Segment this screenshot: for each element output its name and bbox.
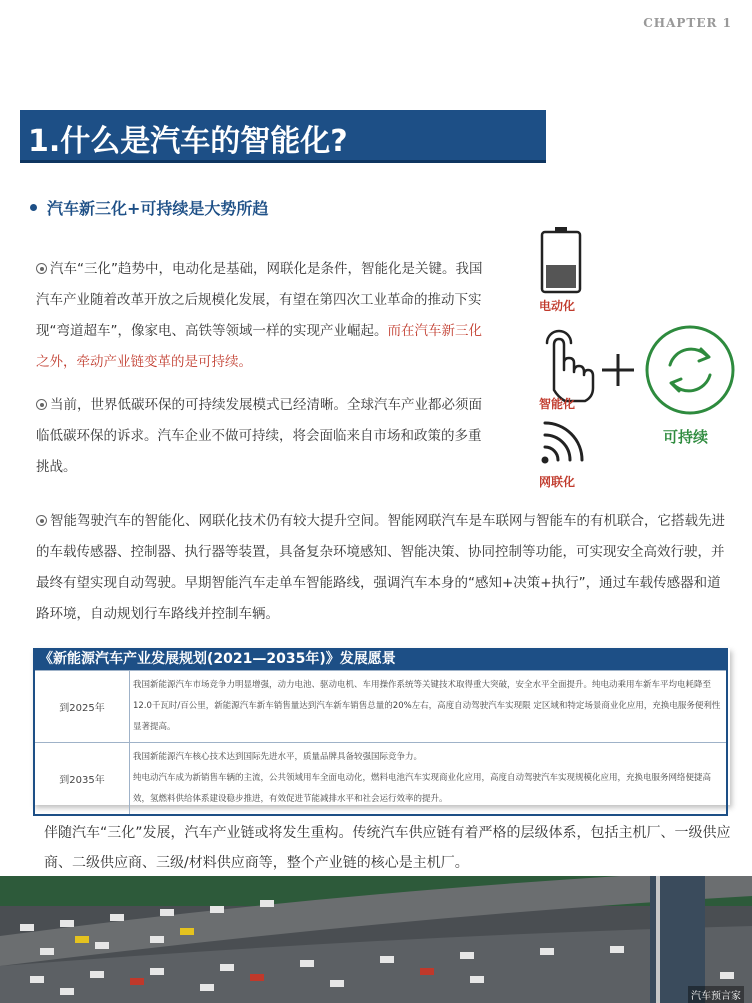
wifi-signal-icon <box>542 423 583 464</box>
content-cell: 我国新能源汽车市场竞争力明显增强，动力电池、驱动电机、车用操作系统等关键技术取得重大突破，安全水平全面提升。纯电动乘用车新车平均电耗降至12.0千瓦时/百公里，新能源汽车新车销售量达到汽车新车销售总量的20%左右，高度自动驾驶汽车实现限 定区域和特定场景商业化应用，充换电服务便利性显著提高。 <box>130 671 728 743</box>
vision-table <box>33 648 728 816</box>
vision-table-body <box>33 670 728 816</box>
content-cell <box>130 743 728 816</box>
bullet-icon <box>36 515 47 526</box>
paragraph-supply-chain: 伴随汽车“三化”发展，汽车产业链或将发生重构。传统汽车供应链有着严格的层级体系，包括主机厂、一级供应商、二级供应商、三级/材料供应商等，整个产业链的核心是主机厂。 <box>44 825 731 871</box>
highway-illustration <box>0 876 752 1003</box>
content-line: 纯电动汽车成为新销售车辆的主流，公共领域用车全面电动化，燃料电池汽车实现商业化应用，高度自动驾驶汽车实现规模化应用，充换电服务网络便捷高效，氢燃料供给体系建设稳步推进，有效促进节能减排水平和社会运行效率的提升。 <box>133 773 712 804</box>
recycle-arrows-icon <box>647 327 733 413</box>
chapter-label: CHAPTER 1 <box>643 16 732 30</box>
connected-label: 网联化 <box>539 475 576 489</box>
battery-icon <box>542 227 580 292</box>
section-subheading <box>30 196 268 219</box>
bullet-icon <box>36 263 47 274</box>
touch-hand-icon <box>547 331 593 401</box>
bullet-icon <box>36 399 47 410</box>
paragraph-text: 当前，世界低碳环保的可持续发展模式已经清晰。全球汽车产业都必须面临低碳环保的诉求。汽车企业不做可持续，将会面临来自市场和政策的多重挑战。 <box>36 397 482 475</box>
page-title-bar <box>20 110 546 163</box>
paragraph-intelligent-driving <box>36 506 732 630</box>
three-modernizations-diagram <box>520 225 745 495</box>
table-row <box>34 671 727 743</box>
diagram-graphic <box>520 225 745 495</box>
sustainable-label: 可持续 <box>663 428 709 446</box>
table-title: 《新能源汽车产业发展规划(2021—2035年)》发展愿景 <box>33 648 728 670</box>
highway-traffic-photo <box>0 876 752 1003</box>
year-cell: 到2035年 <box>34 743 130 816</box>
paragraph-three-modernizations <box>36 254 486 378</box>
smart-label: 智能化 <box>539 397 576 411</box>
paragraph-low-carbon <box>36 390 486 483</box>
highlight-text: 而在汽车新三化之外，牵动产业链变革的是可持续。 <box>36 323 482 370</box>
page-title: 1.什么是汽车的智能化? <box>28 124 348 159</box>
bullet-dot-icon <box>30 204 37 211</box>
plus-icon <box>602 354 634 386</box>
year-cell: 到2025年 <box>34 671 130 743</box>
watermark-text: 汽车预言家 <box>688 986 744 1003</box>
paragraph-text: 汽车“三化”趋势中，电动化是基础，网联化是条件，智能化是关键。我国汽车产业随着改革开放之后规模化发展，有望在第四次工业革命的推动下实现“弯道超车”，像家电、高铁等领域一样的实现产业崛起。 <box>36 261 483 339</box>
table-row <box>34 743 727 816</box>
paragraph-text: 智能驾驶汽车的智能化、网联化技术仍有较大提升空间。智能网联汽车是车联网与智能车的有机联合，它搭载先进的车载传感器、控制器、执行器等装置，具备复杂环境感知、智能决策、协同控制等功能，可实现安全高效行驶，并最终有望实现自动驾驶。早期智能汽车走单车智能路线，强调汽车本身的“感知+决策+执行”，通过车载传感器和道路环境，自动规划行车路线并控制车辆。 <box>36 513 725 622</box>
electric-label: 电动化 <box>539 299 576 313</box>
content-line: 我国新能源汽车核心技术达到国际先进水平，质量品牌具备较强国际竞争力。 <box>133 752 423 762</box>
subheading-text: 汽车新三化+可持续是大势所趋 <box>47 199 269 218</box>
